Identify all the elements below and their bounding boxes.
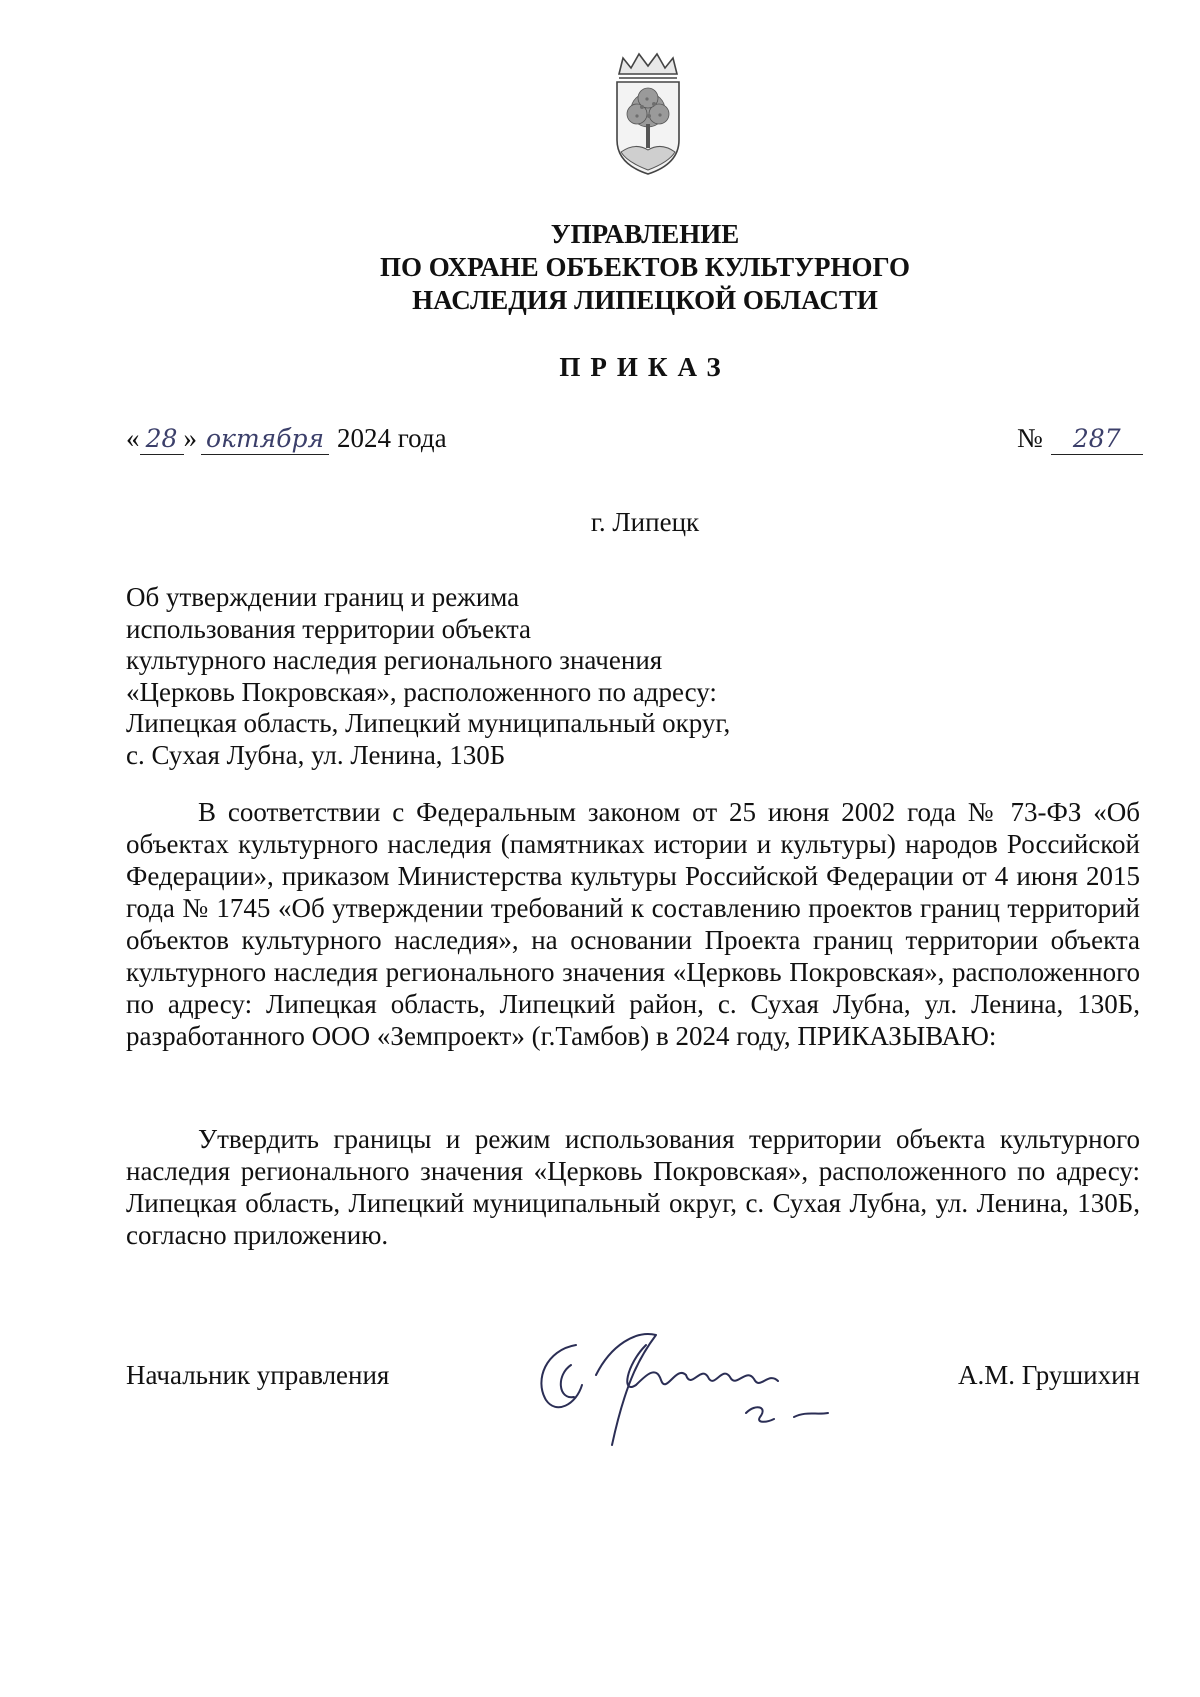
org-name-line-1: УПРАВЛЕНИЕ (550, 219, 740, 249)
date-open-quote: « (126, 423, 140, 453)
number-sign: № (1017, 423, 1043, 453)
date-year: 2024 года (337, 423, 447, 453)
body-paragraph-decision: Утвердить границы и режим использования территории объекта культурного наследия регионального значения «Церковь Покровская», расположенного по адресу: Липецкая область, Липецкий муниципальный округ, с. Сухая Лубна, ул. Ленина, 130Б, согласно приложению. (126, 1124, 1140, 1250)
number-value: 287 (1051, 424, 1143, 455)
organization-name (200, 218, 1090, 317)
subject-line: с. Сухая Лубна, ул. Ленина, 130Б (126, 739, 506, 770)
handwritten-signature (516, 1305, 846, 1455)
date-close-quote: » (183, 423, 197, 453)
order-number (1017, 423, 1143, 455)
order-date (126, 423, 447, 455)
date-month: октября (201, 424, 329, 455)
signature-block (126, 1360, 1140, 1470)
coat-of-arms-icon (609, 52, 687, 177)
subject-line: культурного наследия регионального значения (126, 645, 663, 675)
subject-line: Липецкая область, Липецкий муниципальный округ, (126, 708, 731, 738)
signer-position: Начальник управления (126, 1360, 390, 1390)
date-day: 28 (140, 424, 184, 455)
signer-name: А.М. Грушихин (958, 1360, 1140, 1390)
document-type-title: ПРИКАЗ (559, 352, 731, 382)
city: г. Липецк (590, 507, 700, 537)
order-subject (126, 582, 886, 771)
subject-line: «Церковь Покровская», расположенного по адресу: (126, 676, 717, 707)
subject-line: использования территории объекта (126, 613, 531, 644)
subject-line: Об утверждении границ и режима (126, 582, 520, 612)
org-name-line-2: ПО ОХРАНЕ ОБЪЕКТОВ КУЛЬТУРНОГО (380, 252, 910, 282)
org-name-line-3: НАСЛЕДИЯ ЛИПЕЦКОЙ ОБЛАСТИ (412, 285, 878, 315)
body-paragraph-legal-basis: В соответствии с Федеральным законом от 25 июня 2002 года № 73-ФЗ «Об объектах культурного наследия (памятниках истории и культуры) народов Российской Федерации», приказом Министерства культуры Российской Федерации от 4 июня 2015 года № 1745 «Об утверждении требований к составлению проектов границ территорий объектов культурного наследия», на основании Проекта границ территории объекта культурного наследия регионального значения «Церковь Покровская», расположенного по адресу: Липецкая область, Липецкий район, с. Сухая Лубна, ул. Ленина, 130Б, разработанного ООО «Земпроект» (г.Тамбов) в 2024 году, ПРИКАЗЫВАЮ: (126, 797, 1140, 1051)
